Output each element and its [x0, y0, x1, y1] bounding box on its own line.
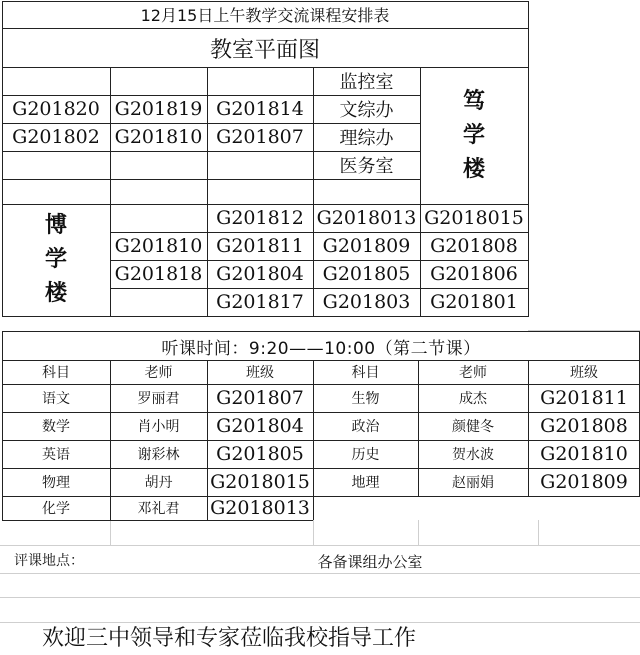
border-line	[528, 1, 529, 317]
border-line	[313, 67, 314, 204]
border-line	[2, 468, 640, 469]
classroom-code	[2, 151, 110, 179]
column-header: 科目	[42, 365, 70, 381]
class-cell: G201804	[216, 415, 304, 437]
border-line	[2, 440, 640, 441]
border-line	[2, 520, 313, 521]
border-line	[313, 204, 314, 316]
border-line	[110, 360, 111, 520]
classroom-code: G201810	[114, 235, 203, 257]
border-line	[2, 331, 640, 332]
teacher-cell: 谢彩林	[137, 447, 180, 463]
border-line	[2, 123, 420, 124]
border-line	[2, 1, 3, 317]
classroom-code: G2018015	[424, 207, 524, 229]
column-header: 科目	[351, 365, 380, 381]
teacher-cell: 罗丽君	[137, 391, 180, 407]
border-line	[2, 384, 640, 385]
border-line	[2, 316, 110, 317]
border-line	[110, 232, 528, 233]
subject-cell: 语文	[42, 391, 70, 407]
border-line	[2, 28, 528, 29]
teacher-cell: 肖小明	[137, 419, 180, 435]
border-line	[418, 360, 419, 496]
sheet-title: 12月15日上午教学交流课程安排表	[140, 6, 390, 25]
border-line	[110, 260, 528, 261]
classroom-code: G201807	[216, 126, 304, 148]
column-header: 老师	[459, 365, 487, 381]
floorplan-title: 教室平面图	[209, 37, 320, 63]
subject-cell: 历史	[351, 447, 380, 463]
border-line	[2, 412, 640, 413]
review-location: 各备课组办公室	[317, 552, 423, 571]
classroom-code	[207, 151, 313, 179]
class-cell: G201805	[216, 443, 304, 465]
listening-time: 听课时间：9:20——10:00（第二节课）	[161, 338, 481, 359]
grid-line	[313, 520, 314, 545]
class-cell: G201809	[540, 471, 628, 493]
subject-cell: 物理	[42, 475, 70, 491]
west-building-char: 楼	[44, 281, 67, 306]
class-cell: G201808	[540, 415, 628, 437]
border-line	[110, 288, 528, 289]
grid-line	[110, 520, 111, 545]
classroom-code	[110, 151, 207, 179]
west-building-char: 博	[44, 213, 67, 238]
subject-cell	[313, 496, 418, 520]
classroom-code: G201808	[430, 235, 518, 257]
border-line	[2, 204, 528, 205]
teacher-cell: 贺水波	[452, 447, 494, 463]
border-line	[420, 204, 421, 316]
subject-cell: 政治	[351, 419, 380, 435]
subject-cell: 英语	[42, 447, 70, 463]
classroom-code: G201820	[12, 98, 100, 120]
classroom-code: G201812	[216, 207, 304, 229]
classroom-code: G201817	[216, 291, 304, 313]
classroom-code: G201818	[114, 263, 203, 285]
classroom-code	[207, 67, 313, 95]
border-line	[2, 496, 640, 497]
class-cell: G201810	[540, 443, 628, 465]
teacher-cell: 颜健冬	[452, 419, 494, 435]
classroom-code	[2, 67, 110, 95]
classroom-code	[110, 288, 207, 316]
office-room: 文综办	[339, 100, 394, 121]
class-cell: G201811	[540, 387, 628, 409]
column-header: 班级	[570, 365, 598, 381]
teacher-cell	[418, 496, 528, 520]
class-cell: G2018015	[210, 471, 310, 493]
classroom-code: G201802	[12, 126, 100, 148]
column-header: 班级	[246, 365, 274, 381]
west-building-label	[2, 204, 110, 316]
border-line	[110, 204, 111, 316]
grid-line	[418, 520, 419, 545]
classroom-code: G201810	[114, 126, 203, 148]
border-line	[110, 67, 111, 204]
border-line	[2, 179, 420, 180]
classroom-code: G201801	[430, 291, 518, 313]
classroom-code	[110, 204, 207, 232]
teacher-cell: 成杰	[459, 391, 487, 407]
class-cell: G201807	[216, 387, 304, 409]
subject-cell: 生物	[351, 391, 380, 407]
border-line	[2, 360, 640, 361]
border-line	[110, 316, 528, 317]
office-room: 理综办	[339, 128, 394, 149]
class-cell: G2018013	[210, 497, 310, 519]
border-line	[207, 67, 208, 204]
classroom-code: G201804	[216, 263, 304, 285]
grid-line	[0, 545, 640, 546]
office-room: 监控室	[339, 72, 394, 93]
border-line	[207, 360, 208, 520]
classroom-code: G2018013	[316, 207, 417, 229]
welcome-banner: 欢迎三中领导和专家莅临我校指导工作	[42, 626, 417, 651]
east-building-char: 学	[462, 122, 485, 148]
class-cell	[528, 496, 640, 520]
grid-line	[0, 597, 640, 598]
classroom-code: G201805	[322, 263, 411, 285]
grid-line	[538, 520, 539, 545]
classroom-code: G201811	[216, 235, 304, 257]
border-line	[2, 95, 420, 96]
classroom-code: G201806	[430, 263, 518, 285]
border-line	[528, 360, 529, 496]
east-building-char: 楼	[462, 156, 485, 182]
border-line	[2, 331, 3, 520]
grid-line	[0, 573, 640, 574]
review-location-label: 评课地点：	[14, 553, 84, 569]
classroom-code: G201809	[322, 235, 411, 257]
classroom-code: G201803	[322, 291, 411, 313]
border-line	[2, 1, 528, 2]
border-line	[2, 67, 528, 68]
classroom-code: G201814	[216, 98, 304, 120]
subject-cell: 化学	[42, 501, 70, 517]
border-line	[313, 360, 314, 520]
east-building-char: 笃	[462, 88, 485, 114]
border-line	[420, 67, 421, 204]
classroom-code	[110, 67, 207, 95]
grid-line	[0, 622, 640, 623]
teacher-cell: 胡丹	[144, 475, 173, 491]
east-building-label	[420, 67, 528, 204]
teacher-cell: 赵丽娟	[452, 475, 494, 491]
classroom-code: G201819	[114, 98, 203, 120]
border-line	[207, 204, 208, 316]
border-line	[2, 151, 420, 152]
subject-cell: 地理	[351, 475, 380, 491]
column-header: 老师	[144, 365, 173, 381]
teacher-cell: 邓礼君	[137, 501, 180, 517]
west-building-char: 学	[44, 247, 67, 272]
office-room: 医务室	[339, 156, 394, 177]
subject-cell: 数学	[42, 419, 70, 435]
